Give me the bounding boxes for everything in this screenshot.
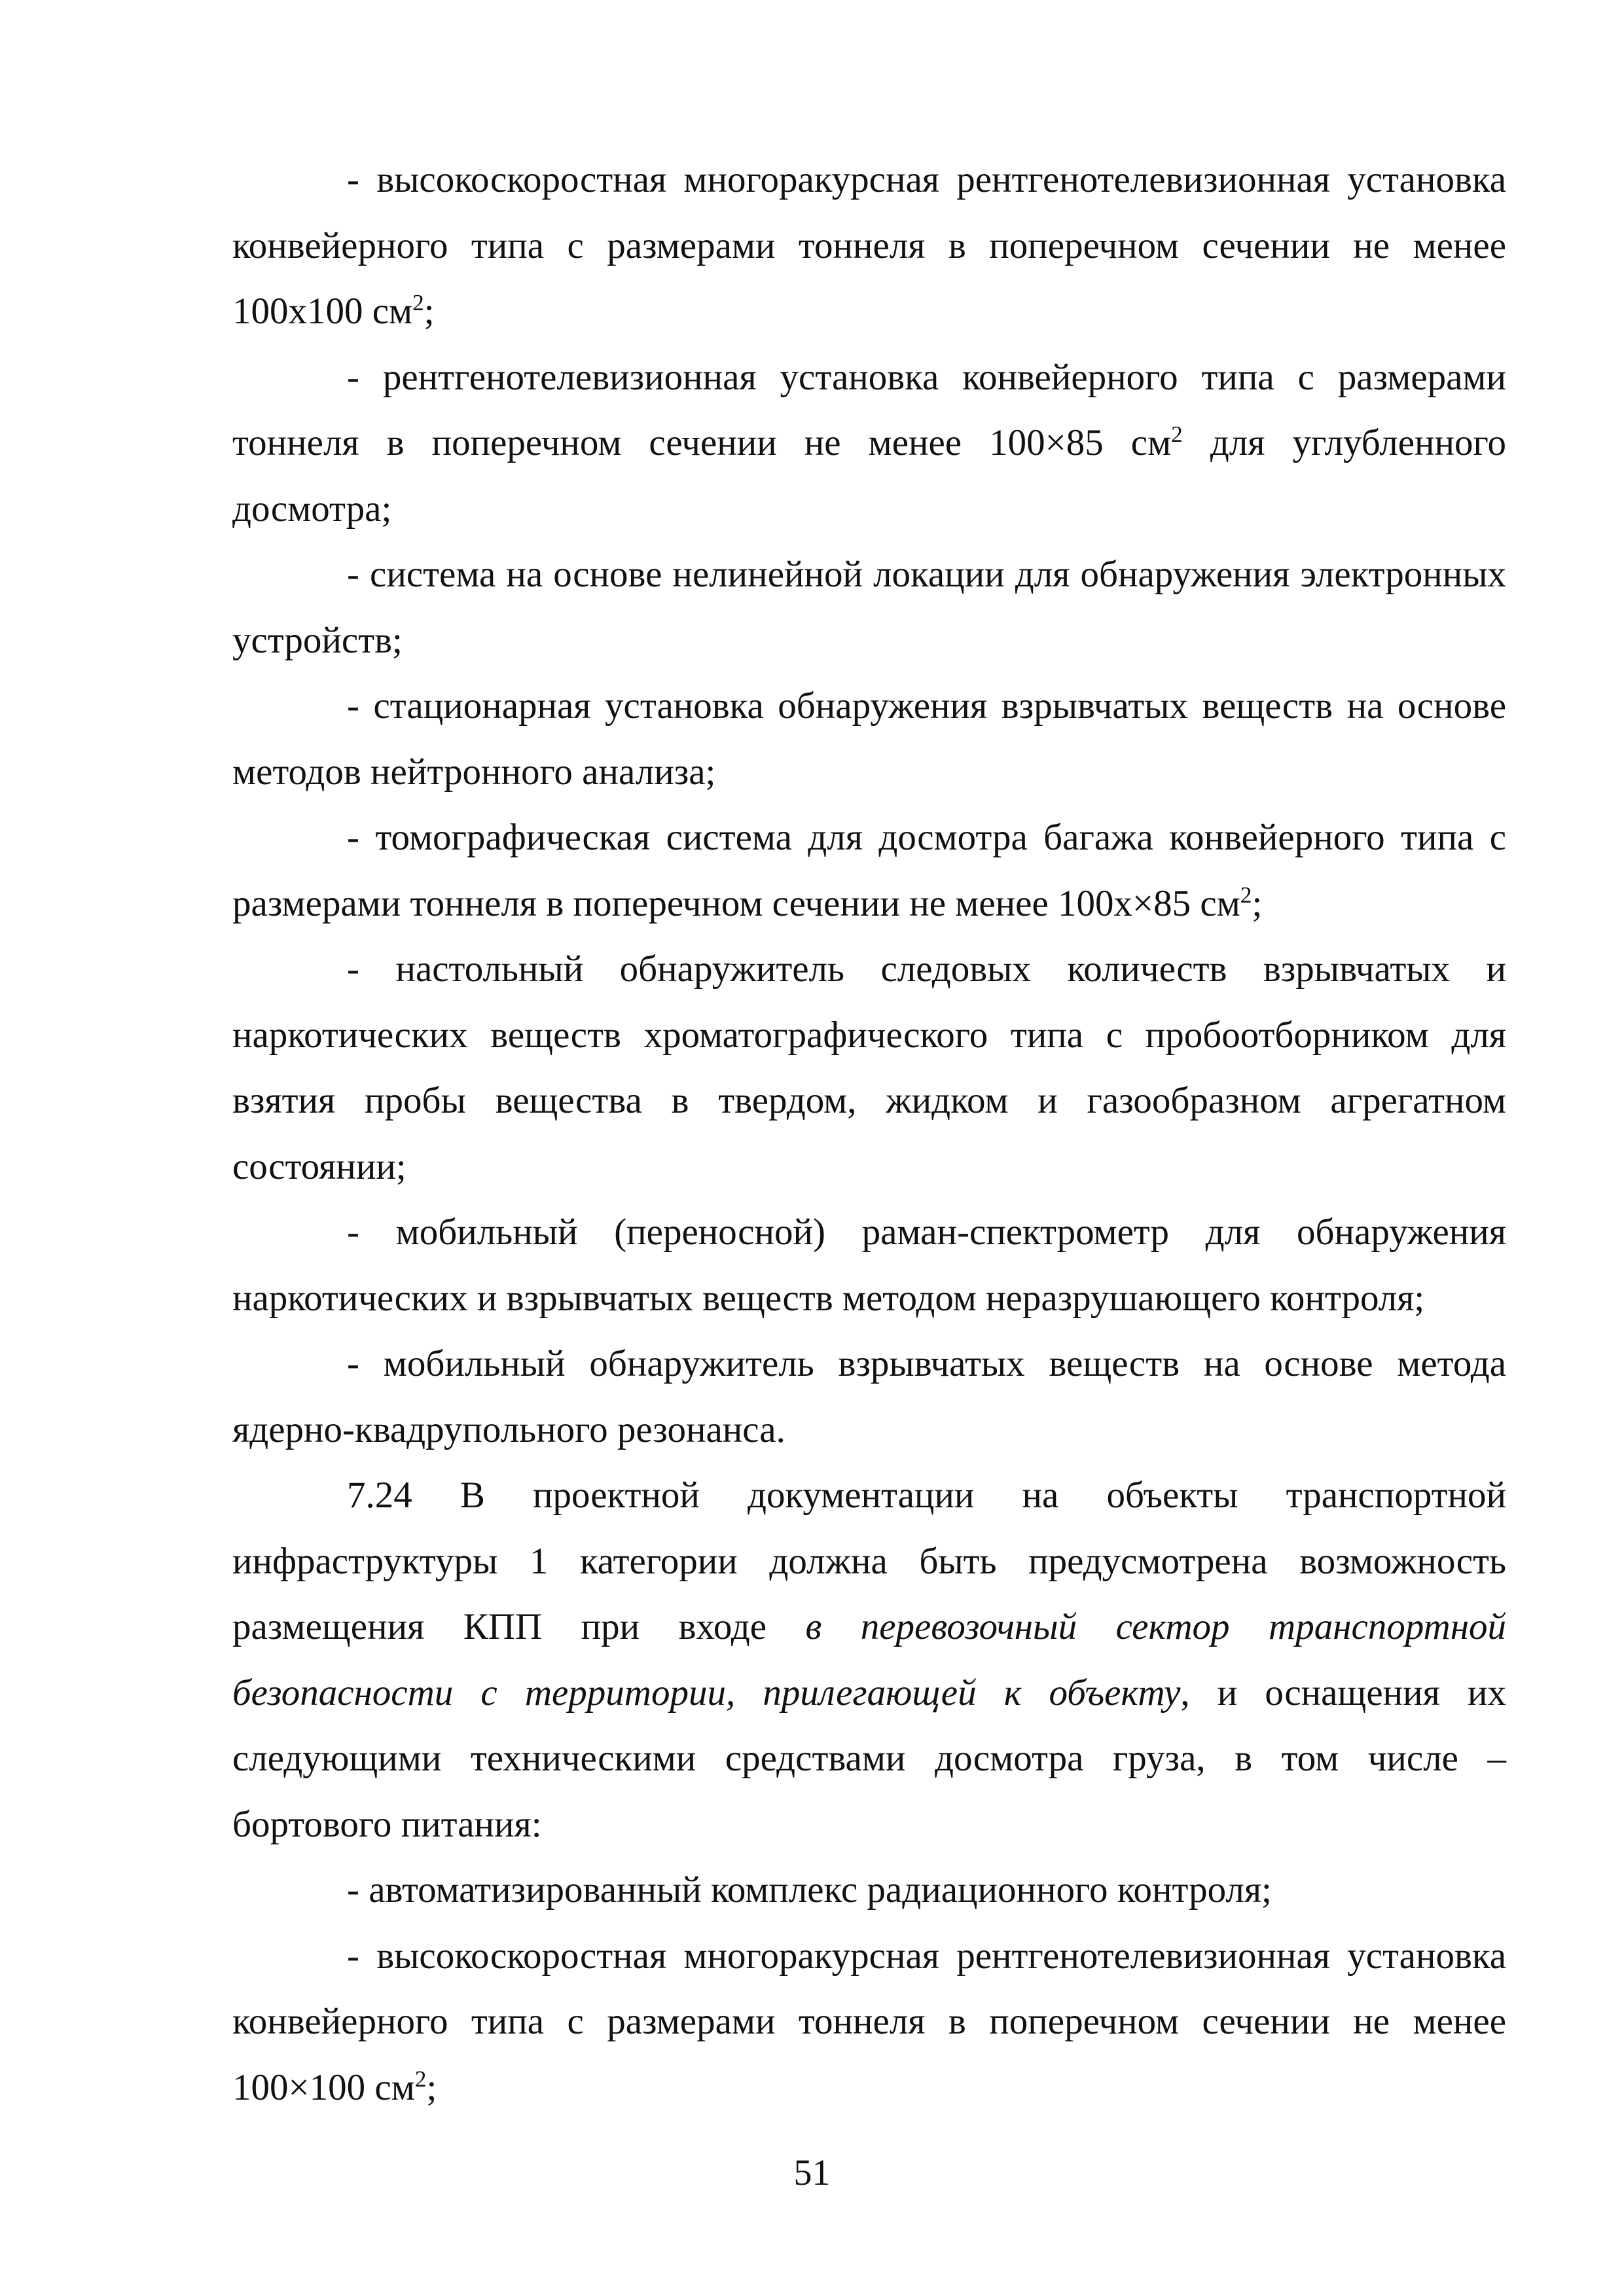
paragraph: - система на основе нелинейной локации для обнаружения электронных устройств; [232, 554, 1506, 661]
paragraph: - мобильный (переносной) раман-спектрометр для обнаружения наркотических и взрывчатых веществ методом неразрушающего контроля; [232, 1211, 1506, 1319]
paragraph: - томографическая система для досмотра багажа конвейерного типа с размерами тоннеля в поперечном сечении не менее 100х×85 $см^2$; [232, 817, 1506, 924]
paragraph: - высокоскоростная многоракурсная рентгенотелевизионная установка конвейерного типа с размерами тоннеля в поперечном сечении не менее 100×100 $см^2$; [232, 1935, 1506, 2108]
paragraph: - автоматизированный комплекс радиационного контроля; [347, 1869, 1272, 1910]
paragraph: - стационарная установка обнаружения взрывчатых веществ на основе методов нейтронного анализа; [232, 685, 1506, 793]
paragraph: - рентгенотелевизионная установка конвейерного типа с размерами тоннеля в поперечном сечении не менее 100×85 $см^2$ для углубленного досмотра; [232, 356, 1506, 529]
paragraph: - мобильный обнаружитель взрывчатых веществ на основе метода ядерно-квадрупольного резонанса. [232, 1343, 1506, 1450]
page-number: 51 [793, 2153, 831, 2193]
paragraph: - настольный обнаружитель следовых количеств взрывчатых и наркотических веществ хроматографического типа с пробоотборником для взятия пробы вещества в твердом, жидком и газообразном агрегатном состоянии; [232, 948, 1506, 1187]
paragraph: - высокоскоростная многоракурсная рентгенотелевизионная установка конвейерного типа с размерами тоннеля в поперечном сечении не менее 100х100 $см^2$; [232, 159, 1506, 332]
italic-phrase: в перевозочный сектор транспортной безопасности с территории, прилегающей к объекту [232, 1606, 1506, 1713]
document-body [232, 147, 1506, 2121]
section-paragraph-7-24: 7.24 В проектной документации на объекты транспортной инфраструктуры 1 категории должна быть предусмотрена возможность размещения КПП при входе в перевозочный сектор транспортной безопасности с территории, прилегающей к объекту, и оснащения их следующими техническими средствами досмотра груза, в том числе – бортового питания: [232, 1475, 1506, 1845]
